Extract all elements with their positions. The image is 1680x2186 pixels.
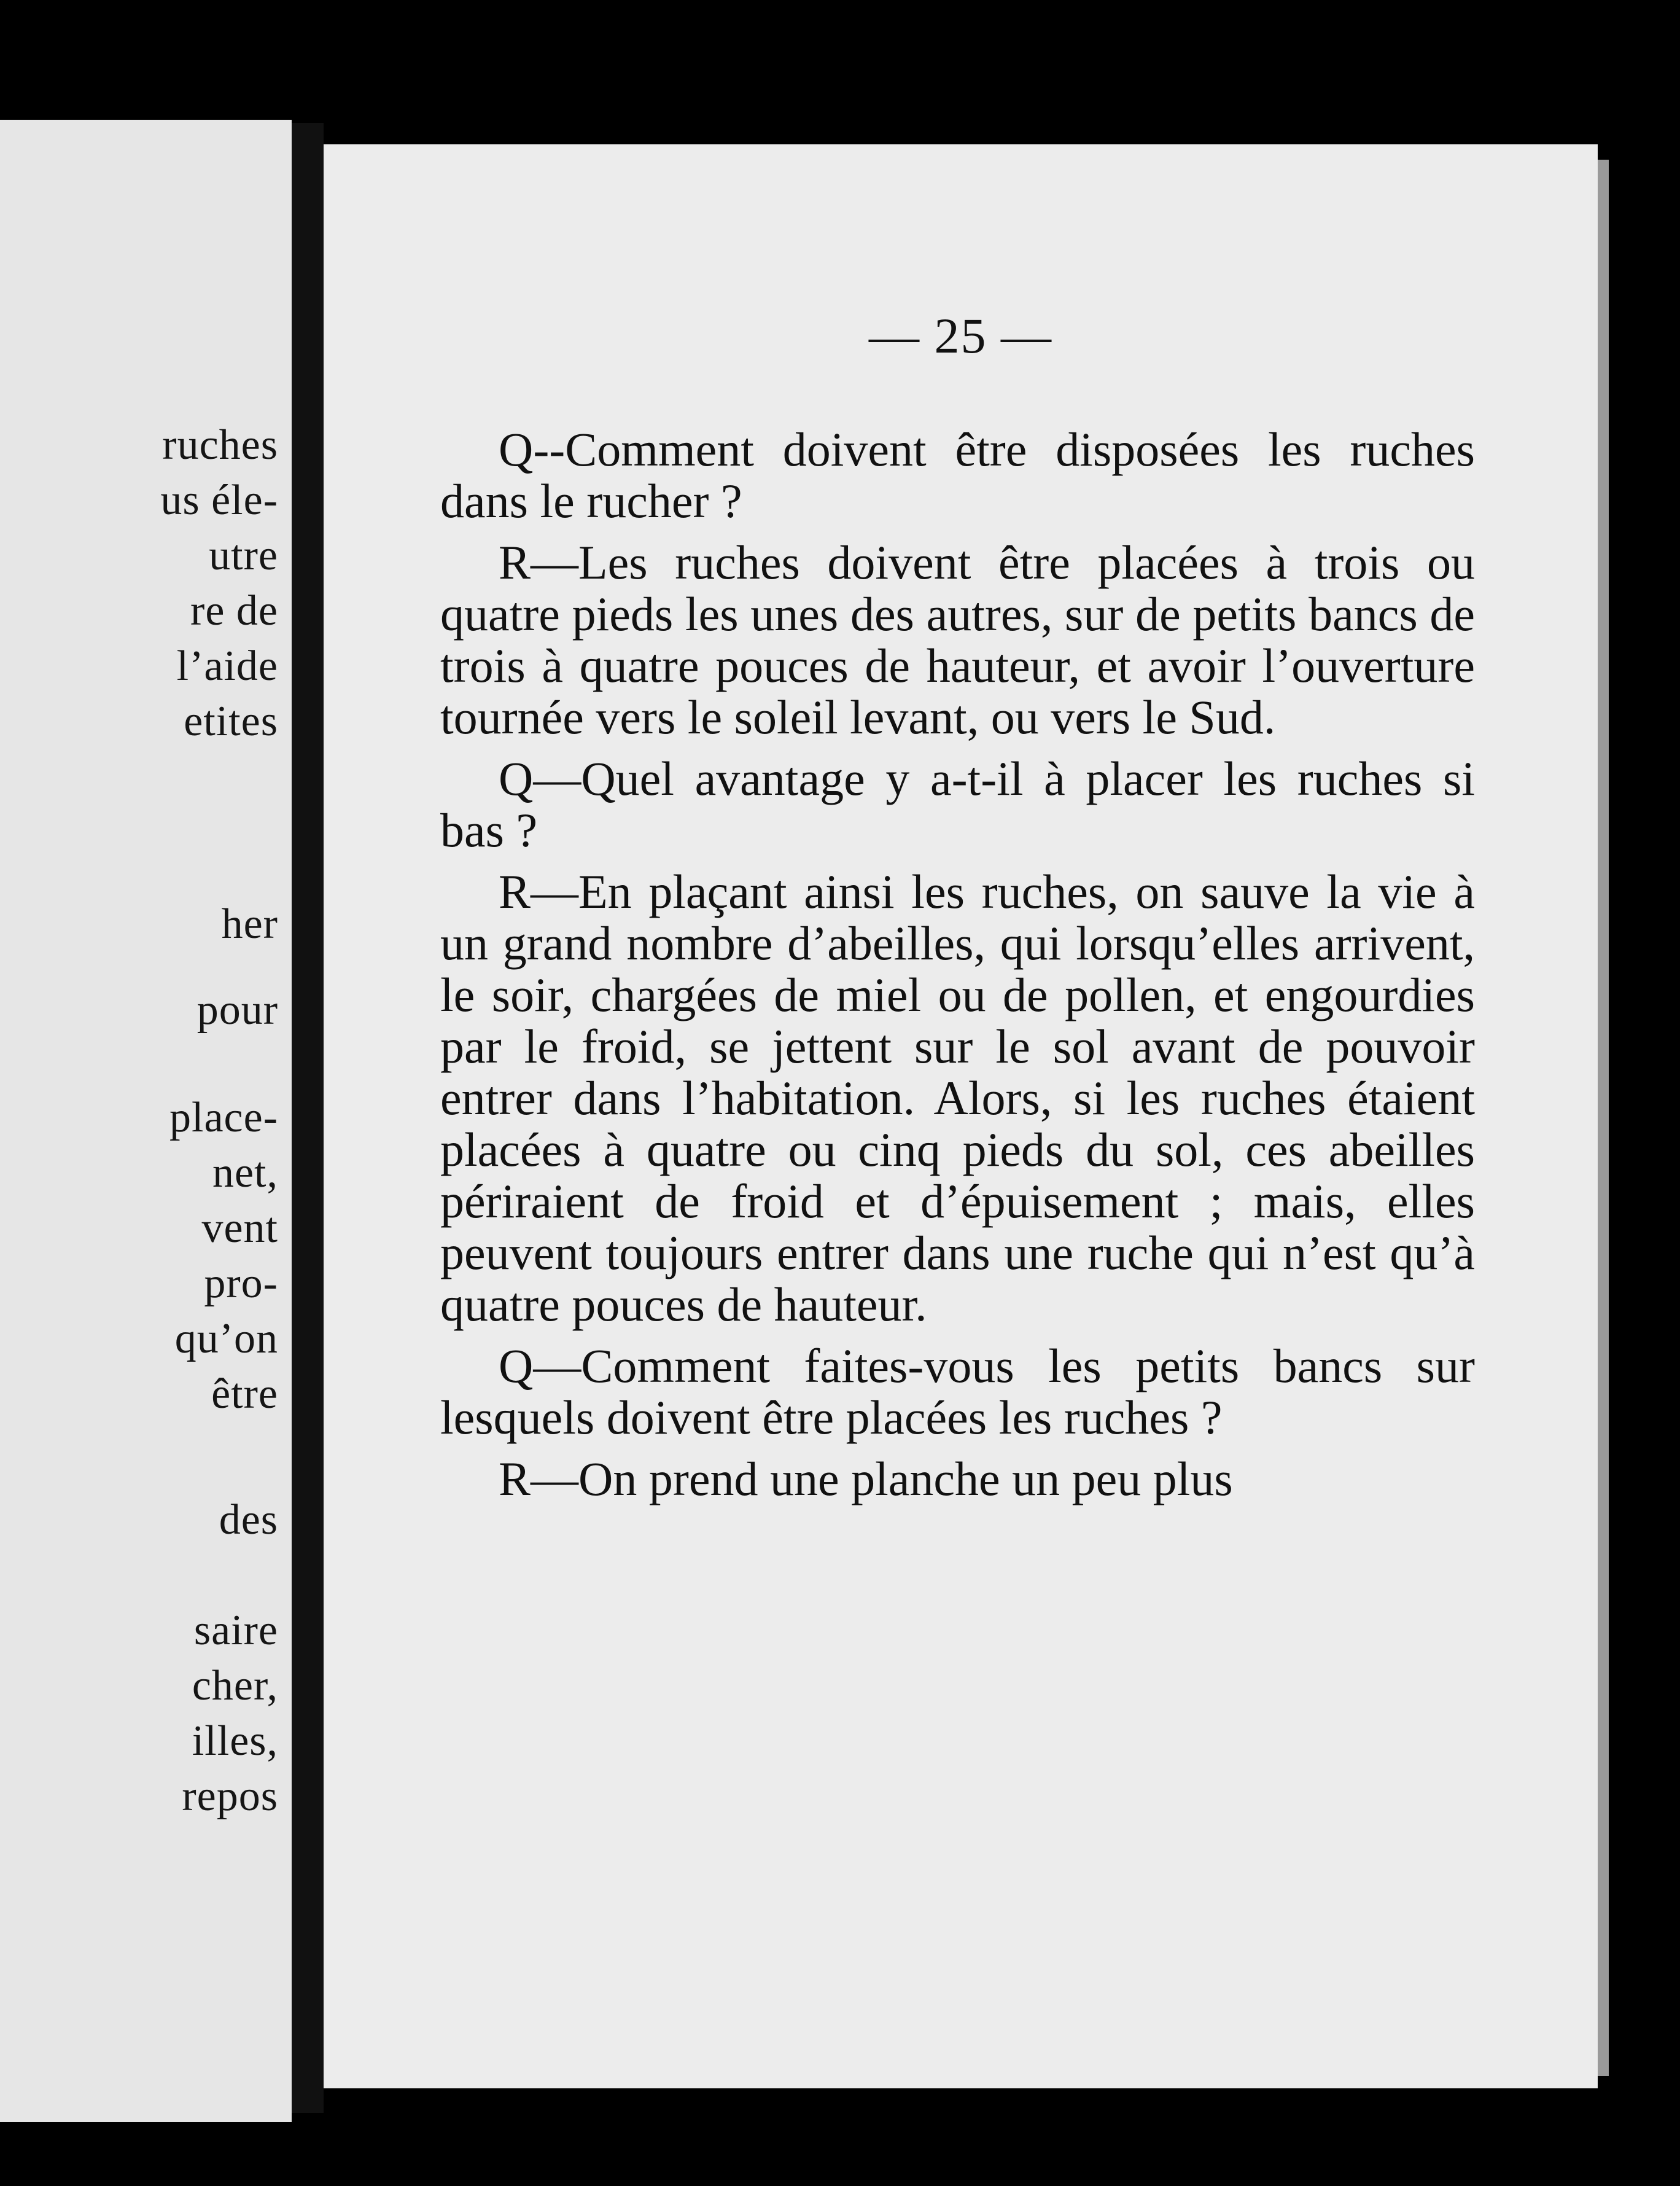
left-page-line: l’aide	[176, 642, 278, 690]
left-page-line: net,	[212, 1149, 278, 1196]
left-page-line: place-	[169, 1094, 278, 1141]
left-page-line: vent	[201, 1204, 278, 1252]
answer-paragraph: R—On prend une planche un peu plus	[499, 1452, 1233, 1505]
right-page	[324, 144, 1598, 2088]
answer-paragraph: R—Les ruches doivent être placées à trois ou quatre pieds les unes des autres, sur de petits bancs de trois à quatre pouces de hauteur, et avoir l’ouverture tournée vers le soleil levant, ou vers le Sud.	[440, 536, 1475, 744]
body-text	[440, 424, 1475, 1515]
page-edge	[1598, 160, 1609, 2076]
left-page-line: pour	[196, 986, 278, 1034]
question-paragraph: Q—Quel avantage y a-t-il à placer les ruches si bas ?	[440, 752, 1475, 857]
left-page-line: des	[219, 1496, 278, 1544]
left-page-line: illes,	[192, 1717, 278, 1765]
left-page	[0, 120, 292, 2122]
left-page-line: cher,	[192, 1662, 278, 1709]
left-page-line: us éle-	[160, 477, 278, 524]
left-page-line: saire	[193, 1607, 278, 1654]
question-paragraph: Q—Comment faites-vous les petits bancs sur lesquels doivent être placées les ruches ?	[440, 1339, 1475, 1444]
book-spine	[292, 123, 324, 2113]
answer-paragraph: R—En plaçant ainsi les ruches, on sauve la vie à un grand nombre d’abeilles, qui lorsqu’elles arrivent, le soir, chargées de miel ou de pollen, et engourdies par le froid, se jettent sur le sol avant de pouvoir entrer dans l’habitation. Alors, si les ruches étaient placées à quatre ou cinq pieds du sol, ces abeilles périraient de froid et d’épuisement ; mais, elles peuvent toujours entrer dans une ruche qui n’est qu’à quatre pouces de hauteur.	[440, 865, 1475, 1331]
left-page-line: qu’on	[174, 1315, 278, 1362]
page-number: — 25 —	[869, 308, 1052, 364]
left-page-line: her	[221, 900, 278, 948]
left-page-line: utre	[209, 532, 278, 579]
left-page-line: repos	[182, 1773, 278, 1820]
left-page-line: re de	[190, 587, 278, 634]
question-paragraph: Q--Comment doivent être disposées les ruches dans le rucher ?	[440, 423, 1475, 528]
left-page-line: ruches	[162, 421, 278, 469]
left-page-line: être	[211, 1370, 278, 1418]
left-page-line: pro-	[204, 1260, 278, 1307]
left-page-line: etites	[184, 698, 278, 745]
